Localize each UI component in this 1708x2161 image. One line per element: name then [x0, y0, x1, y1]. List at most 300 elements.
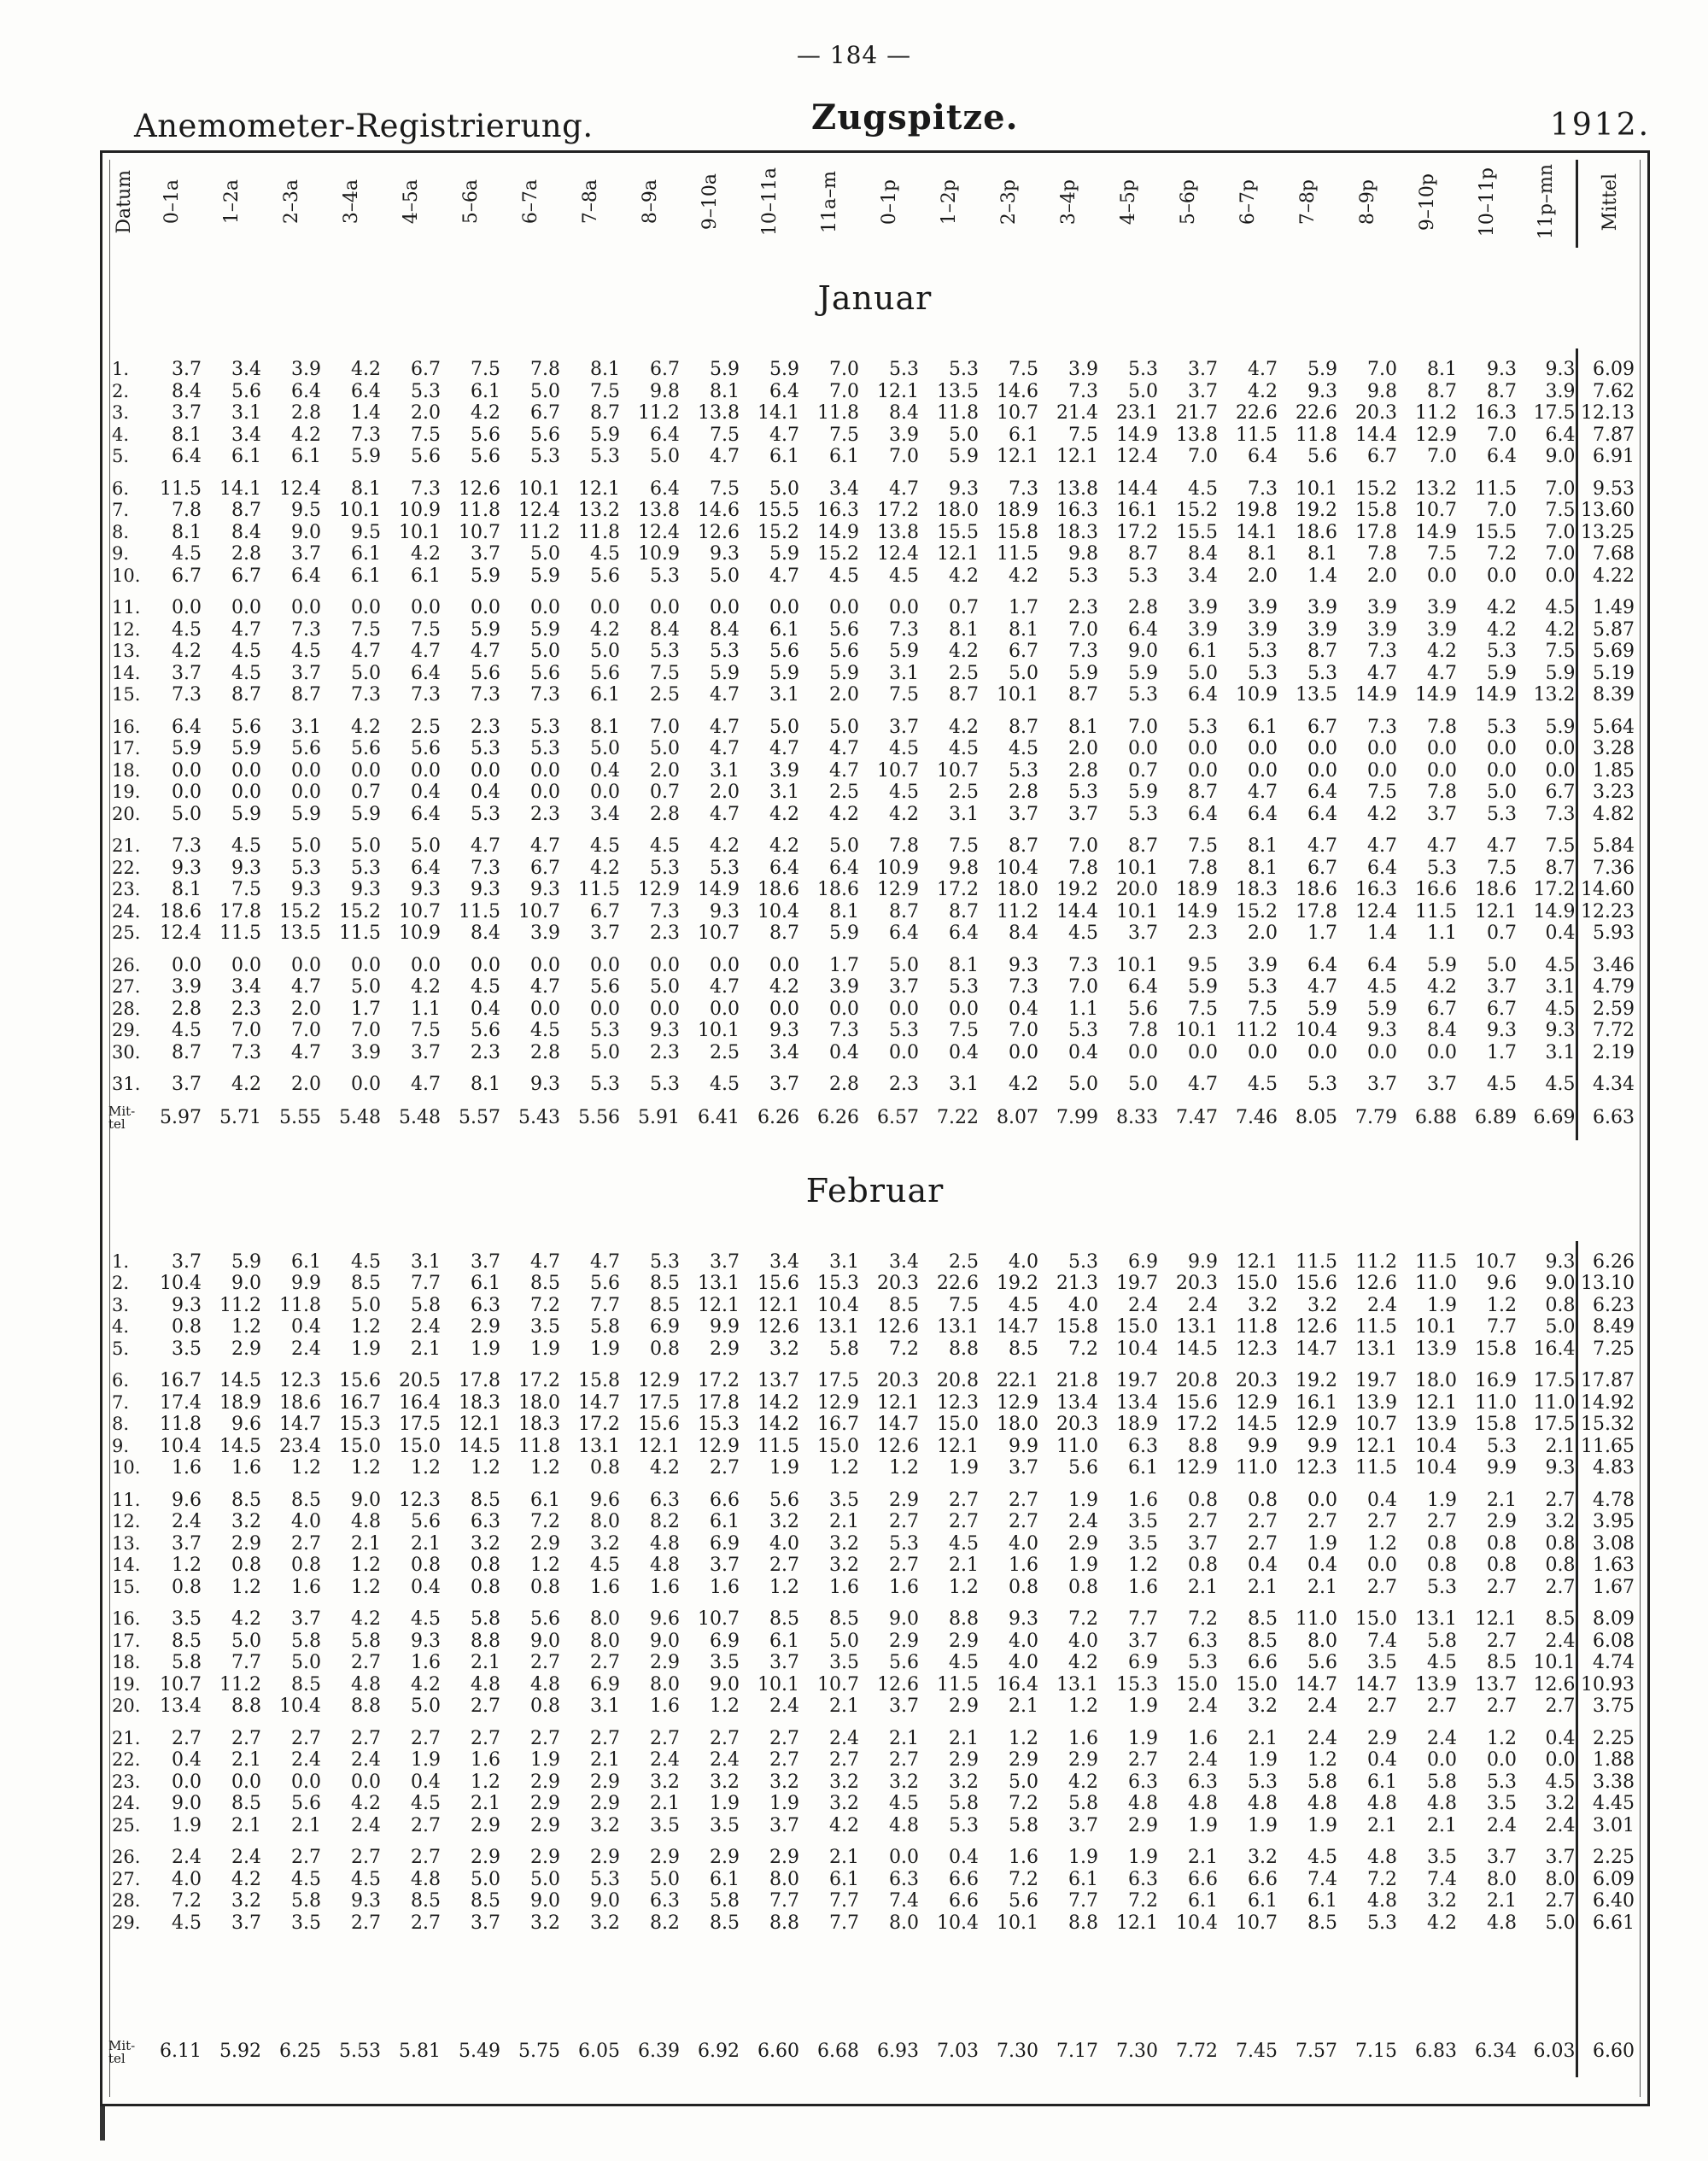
hourly-value-cell: 14.9: [1415, 684, 1457, 706]
hourly-value-cell: 3.5: [172, 1608, 202, 1631]
hourly-value-cell: 3.1: [710, 759, 740, 782]
hourly-mean-cell: 7.30: [1116, 2041, 1158, 2062]
hourly-mean-cell: 5.92: [219, 2041, 261, 2062]
hourly-value-cell: 6.4: [1248, 446, 1278, 468]
daily-mean-cell: 3.95: [1576, 1511, 1643, 1533]
hourly-value-cell: 20.3: [877, 1370, 919, 1392]
hourly-value-cell: 5.6: [411, 446, 441, 468]
hourly-value-cell: 11.8: [1236, 1316, 1278, 1338]
hourly-value-cell: 4.2: [1545, 618, 1576, 641]
hourly-value-cell: 12.1: [1475, 900, 1517, 922]
hourly-value-cell: 2.3: [650, 1041, 680, 1063]
hourly-value-cell: 4.7: [769, 424, 799, 446]
hourly-value-cell: 15.0: [1176, 1673, 1218, 1695]
hourly-value-cell: 2.4: [351, 1749, 381, 1772]
hourly-value-cell: 8.7: [949, 684, 979, 706]
hourly-value-cell: 4.7: [1188, 1074, 1218, 1096]
hourly-value-cell: 16.4: [1533, 1338, 1576, 1360]
hourly-value-cell: 1.6: [172, 1457, 202, 1479]
hourly-value-cell: 17.2: [877, 500, 919, 522]
hourly-value-cell: 0.0: [1427, 759, 1457, 782]
hourly-value-cell: 3.4: [231, 976, 261, 999]
hourly-value-cell: 6.3: [1128, 1868, 1158, 1890]
table-row: [107, 825, 1643, 858]
hourly-value-cell: 4.2: [650, 1457, 680, 1479]
header-instrument-title: Anemometer-Registrierung.: [134, 108, 594, 144]
hourly-value-cell: 10.7: [997, 402, 1038, 425]
hourly-value-cell: 19.2: [1296, 1370, 1337, 1392]
day-cell: 20.: [112, 1695, 141, 1717]
hourly-value-cell: 5.6: [590, 662, 620, 684]
hourly-value-cell: 5.3: [590, 1020, 620, 1042]
hourly-value-cell: 11.8: [160, 1414, 202, 1436]
daily-mean-cell: 8.09: [1576, 1598, 1643, 1631]
hourly-value-cell: 19.7: [1116, 1370, 1158, 1392]
hourly-value-cell: 0.0: [889, 597, 919, 619]
hourly-value-cell: 4.7: [710, 738, 740, 760]
hourly-value-cell: 2.9: [889, 1630, 919, 1652]
hourly-value-cell: 3.7: [291, 1608, 321, 1631]
column-header-hour-label: 1–2p: [938, 179, 960, 225]
hourly-value-cell: 3.7: [172, 359, 202, 381]
hourly-value-cell: 3.9: [1427, 618, 1457, 641]
hourly-value-cell: 2.7: [1367, 1695, 1397, 1718]
hourly-value-cell: 5.3: [530, 738, 560, 760]
hourly-value-cell: 13.9: [1415, 1338, 1457, 1360]
hourly-value-cell: 4.5: [889, 1793, 919, 1815]
hourly-value-cell: 4.0: [1068, 1630, 1098, 1652]
hourly-value-cell: 4.7: [710, 716, 740, 738]
hourly-value-cell: 2.0: [829, 684, 859, 706]
hourly-mean-cell: 7.30: [997, 2041, 1038, 2062]
hourly-value-cell: 0.0: [231, 597, 261, 619]
hourly-value-cell: 10.7: [160, 1673, 202, 1695]
hourly-value-cell: 4.2: [471, 402, 500, 425]
hourly-mean-cell: 6.68: [817, 2041, 859, 2062]
hourly-value-cell: 0.0: [172, 759, 202, 782]
hourly-value-cell: 12.3: [1236, 1338, 1278, 1360]
hourly-value-cell: 0.0: [1427, 738, 1457, 760]
table-row: [107, 1414, 1643, 1436]
hourly-value-cell: 5.6: [291, 1793, 321, 1815]
hourly-value-cell: 7.5: [351, 618, 381, 641]
column-header-hour: [1098, 160, 1158, 248]
day-cell: 5.: [112, 446, 130, 467]
hourly-value-cell: 2.1: [829, 1511, 859, 1533]
hourly-value-cell: 8.0: [1487, 1868, 1517, 1890]
hourly-value-cell: 1.2: [1487, 1727, 1517, 1749]
daily-mean-cell: 14.92: [1576, 1392, 1643, 1414]
daily-mean-cell: 4.83: [1576, 1457, 1643, 1479]
hourly-value-cell: 10.4: [1296, 1020, 1337, 1042]
table-row: [107, 1674, 1643, 1696]
hourly-value-cell: 22.6: [1236, 402, 1278, 425]
hourly-value-cell: 17.2: [937, 879, 979, 901]
hourly-value-cell: 0.0: [411, 954, 441, 976]
hourly-value-cell: 4.2: [949, 716, 979, 738]
hourly-value-cell: 12.6: [877, 1435, 919, 1457]
hourly-value-cell: 5.3: [1248, 662, 1278, 684]
hourly-mean-cell: 7.79: [1355, 1107, 1397, 1128]
hourly-value-cell: 7.3: [351, 684, 381, 706]
day-cell: 2.: [112, 380, 130, 401]
hourly-value-cell: 2.9: [530, 1793, 560, 1815]
hourly-value-cell: 8.4: [1188, 543, 1218, 565]
hourly-value-cell: 10.7: [1355, 1414, 1397, 1436]
table-row: [107, 1577, 1643, 1599]
hourly-value-cell: 2.7: [710, 1457, 740, 1479]
hourly-value-cell: 10.4: [817, 1294, 859, 1316]
hourly-value-cell: 14.9: [817, 521, 859, 543]
hourly-value-cell: 4.2: [351, 716, 381, 738]
hourly-value-cell: 0.7: [949, 597, 979, 619]
hourly-value-cell: 11.5: [1415, 900, 1457, 922]
hourly-value-cell: 4.5: [949, 1652, 979, 1674]
hourly-value-cell: 3.2: [769, 1511, 799, 1533]
hourly-value-cell: 2.9: [530, 1771, 560, 1793]
hourly-value-cell: 4.2: [1487, 597, 1517, 619]
hourly-value-cell: 3.9: [1248, 618, 1278, 641]
table-row: [107, 1251, 1643, 1274]
hourly-value-cell: 22.1: [997, 1370, 1038, 1392]
hourly-value-cell: 7.2: [1068, 1338, 1098, 1360]
hourly-value-cell: 13.8: [698, 402, 740, 425]
hourly-value-cell: 13.4: [160, 1695, 202, 1718]
hourly-value-cell: 1.1: [1068, 998, 1098, 1020]
hourly-value-cell: 4.7: [291, 1041, 321, 1063]
day-cell: 18.: [112, 1652, 141, 1673]
daily-mean-cell: 6.40: [1576, 1890, 1643, 1912]
hourly-value-cell: 9.3: [710, 900, 740, 922]
hourly-value-cell: 1.2: [351, 1555, 381, 1577]
column-header-hour-label: 9–10a: [699, 173, 721, 231]
hourly-value-cell: 2.7: [1427, 1511, 1457, 1533]
hourly-value-cell: 2.5: [949, 782, 979, 804]
hourly-value-cell: 2.7: [1545, 1576, 1576, 1598]
hourly-value-cell: 15.2: [279, 900, 321, 922]
daily-mean-cell: 2.59: [1576, 999, 1643, 1021]
hourly-value-cell: 2.1: [1248, 1727, 1278, 1749]
column-header-hour-label: 9–10p: [1416, 173, 1438, 231]
hourly-value-cell: 5.9: [231, 1250, 261, 1273]
hourly-value-cell: 1.2: [172, 1555, 202, 1577]
hourly-mean-cell: 5.53: [339, 2041, 381, 2062]
hourly-value-cell: 11.5: [1355, 1316, 1397, 1338]
hourly-value-cell: 8.7: [769, 922, 799, 945]
hourly-mean-cell: 6.83: [1415, 2041, 1457, 2062]
hourly-value-cell: 6.4: [1128, 976, 1158, 999]
hourly-value-cell: 1.6: [710, 1576, 740, 1598]
hourly-value-cell: 7.2: [172, 1890, 202, 1912]
column-header-hour-label: 0–1p: [878, 179, 900, 225]
hourly-value-cell: 2.1: [1248, 1576, 1278, 1598]
day-cell: 24.: [112, 1793, 141, 1814]
column-header-hour: [261, 160, 321, 248]
table-row: [107, 1042, 1643, 1064]
daily-mean-cell: 7.68: [1576, 543, 1643, 565]
hourly-value-cell: 2.1: [411, 1338, 441, 1360]
hourly-value-cell: 7.3: [1009, 477, 1038, 500]
hourly-value-cell: 12.4: [877, 543, 919, 565]
day-cell: 26.: [112, 1847, 141, 1868]
hourly-value-cell: 10.7: [937, 759, 979, 782]
hourly-value-cell: 5.0: [530, 641, 560, 663]
column-header-hour: [1397, 160, 1457, 248]
hourly-value-cell: 7.5: [949, 835, 979, 858]
hourly-value-cell: 0.0: [590, 998, 620, 1020]
hourly-value-cell: 0.8: [590, 1457, 620, 1479]
hourly-value-cell: 4.5: [1188, 477, 1218, 500]
hourly-value-cell: 5.9: [1307, 998, 1337, 1020]
hourly-value-cell: 7.0: [1487, 424, 1517, 446]
hourly-value-cell: 8.0: [590, 1511, 620, 1533]
hourly-value-cell: 6.7: [1427, 998, 1457, 1020]
hourly-value-cell: 0.0: [1367, 1041, 1397, 1063]
hourly-value-cell: 10.1: [399, 521, 441, 543]
hourly-value-cell: 8.5: [471, 1489, 500, 1511]
hourly-value-cell: 3.2: [590, 1912, 620, 1934]
hourly-value-cell: 8.7: [231, 500, 261, 522]
hourly-value-cell: 16.1: [1296, 1391, 1337, 1414]
hourly-value-cell: 4.7: [590, 1250, 620, 1273]
hourly-value-cell: 10.4: [160, 1435, 202, 1457]
hourly-value-cell: 8.1: [710, 380, 740, 402]
hourly-value-cell: 2.7: [1545, 1695, 1576, 1718]
hourly-value-cell: 7.3: [1545, 803, 1576, 825]
hourly-value-cell: 8.5: [650, 1273, 680, 1295]
hourly-value-cell: 2.7: [1307, 1511, 1337, 1533]
daily-mean-cell: 14.60: [1576, 879, 1643, 901]
day-cell: 4.: [112, 1316, 130, 1338]
hourly-value-cell: 3.7: [231, 1912, 261, 1934]
hourly-value-cell: 0.0: [231, 954, 261, 976]
hourly-value-cell: 18.0: [937, 500, 979, 522]
hourly-value-cell: 6.1: [291, 446, 321, 468]
hourly-value-cell: 12.1: [937, 1435, 979, 1457]
hourly-value-cell: 5.3: [1487, 803, 1517, 825]
hourly-value-cell: 18.6: [1296, 521, 1337, 543]
hourly-value-cell: 3.2: [949, 1771, 979, 1793]
hourly-value-cell: 3.9: [1068, 359, 1098, 381]
hourly-mean-cell: 5.81: [399, 2041, 441, 2062]
hourly-value-cell: 11.5: [1475, 477, 1517, 500]
hourly-value-cell: 9.6: [650, 1608, 680, 1631]
hourly-value-cell: 8.1: [172, 879, 202, 901]
hourly-value-cell: 5.0: [1009, 662, 1038, 684]
column-header-hour-label: 3–4p: [1057, 179, 1079, 225]
day-cell: 7.: [112, 500, 130, 521]
hourly-value-cell: 13.8: [877, 521, 919, 543]
hourly-mean-cell: 6.69: [1533, 1107, 1576, 1128]
hourly-value-cell: 9.3: [949, 477, 979, 500]
hourly-value-cell: 7.2: [889, 1338, 919, 1360]
hourly-value-cell: 2.0: [1248, 565, 1278, 587]
hourly-value-cell: 2.7: [411, 1847, 441, 1869]
hourly-value-cell: 0.8: [471, 1576, 500, 1598]
hourly-value-cell: 4.7: [1367, 835, 1397, 858]
hourly-value-cell: 1.2: [231, 1316, 261, 1338]
hourly-value-cell: 17.5: [638, 1391, 680, 1414]
hourly-value-cell: 2.9: [471, 1316, 500, 1338]
column-header-datum: [107, 160, 142, 248]
hourly-value-cell: 6.3: [650, 1890, 680, 1912]
hourly-value-cell: 7.5: [1545, 835, 1576, 858]
hourly-value-cell: 7.5: [949, 1294, 979, 1316]
hourly-value-cell: 1.6: [1009, 1847, 1038, 1869]
hourly-value-cell: 11.5: [219, 922, 261, 945]
hourly-value-cell: 6.4: [1367, 857, 1397, 879]
hourly-value-cell: 1.6: [1009, 1555, 1038, 1577]
hourly-value-cell: 9.0: [530, 1890, 560, 1912]
hourly-value-cell: 9.3: [1487, 359, 1517, 381]
day-cell: 2.: [112, 1273, 130, 1294]
hourly-value-cell: 10.7: [1236, 1912, 1278, 1934]
hourly-mean-cell: 5.57: [459, 1107, 500, 1128]
hourly-value-cell: 5.9: [471, 618, 500, 641]
hourly-value-cell: 12.1: [1116, 1912, 1158, 1934]
column-header-hour-label: 0–1a: [161, 179, 183, 225]
hourly-value-cell: 8.7: [1009, 835, 1038, 858]
hourly-mean-cell: 8.07: [997, 1107, 1038, 1128]
hourly-value-cell: 6.7: [1487, 998, 1517, 1020]
hourly-value-cell: 8.7: [231, 684, 261, 706]
hourly-value-cell: 6.4: [769, 857, 799, 879]
hourly-value-cell: 5.0: [829, 835, 859, 858]
hourly-value-cell: 3.7: [1367, 1074, 1397, 1096]
hourly-value-cell: 5.9: [769, 662, 799, 684]
hourly-value-cell: 7.3: [411, 684, 441, 706]
hourly-value-cell: 4.7: [411, 1074, 441, 1096]
hourly-value-cell: 9.3: [1009, 1608, 1038, 1631]
day-cell: 18.: [112, 759, 141, 781]
hourly-mean-cell: 7.22: [937, 1107, 979, 1128]
hourly-value-cell: 9.0: [172, 1793, 202, 1815]
hourly-value-cell: 1.2: [949, 1576, 979, 1598]
hourly-mean-cell: 6.88: [1415, 1107, 1457, 1128]
hourly-value-cell: 12.1: [1415, 1391, 1457, 1414]
hourly-value-cell: 11.0: [1296, 1608, 1337, 1631]
hourly-value-cell: 12.6: [698, 521, 740, 543]
hourly-value-cell: 2.8: [291, 402, 321, 425]
hourly-value-cell: 9.0: [1545, 1273, 1576, 1295]
hourly-value-cell: 5.6: [530, 1608, 560, 1631]
hourly-value-cell: 3.4: [769, 1041, 799, 1063]
hourly-value-cell: 4.8: [1307, 1793, 1337, 1815]
hourly-value-cell: 0.0: [889, 998, 919, 1020]
hourly-value-cell: 4.7: [769, 738, 799, 760]
hourly-value-cell: 9.9: [1248, 1435, 1278, 1457]
hourly-value-cell: 14.2: [757, 1391, 799, 1414]
day-cell: 27.: [112, 1868, 141, 1889]
hourly-value-cell: 14.5: [219, 1370, 261, 1392]
hourly-value-cell: 2.7: [351, 1727, 381, 1749]
hourly-value-cell: 0.8: [1427, 1532, 1457, 1555]
hourly-value-cell: 0.4: [411, 1771, 441, 1793]
hourly-value-cell: 11.5: [578, 879, 620, 901]
hourly-value-cell: 3.5: [710, 1652, 740, 1674]
hourly-value-cell: 13.8: [1176, 424, 1218, 446]
hourly-value-cell: 5.3: [1188, 716, 1218, 738]
hourly-value-cell: 0.0: [1307, 1041, 1337, 1063]
hourly-value-cell: 12.1: [1236, 1250, 1278, 1273]
hourly-value-cell: 2.3: [530, 803, 560, 825]
table-row: [107, 1890, 1643, 1912]
hourly-value-cell: 4.7: [1307, 835, 1337, 858]
hourly-value-cell: 2.1: [829, 1847, 859, 1869]
hourly-value-cell: 2.7: [1188, 1511, 1218, 1533]
hourly-value-cell: 9.3: [1545, 1020, 1576, 1042]
hourly-value-cell: 1.2: [1307, 1749, 1337, 1772]
hourly-value-cell: 7.5: [1545, 641, 1576, 663]
hourly-value-cell: 7.5: [1188, 998, 1218, 1020]
hourly-value-cell: 6.1: [530, 1489, 560, 1511]
hourly-value-cell: 1.9: [1307, 1814, 1337, 1836]
hourly-value-cell: 8.8: [351, 1695, 381, 1718]
hourly-value-cell: 2.7: [231, 1727, 261, 1749]
hourly-value-cell: 2.7: [889, 1511, 919, 1533]
column-header-hour: [321, 160, 381, 248]
hourly-value-cell: 10.7: [698, 1608, 740, 1631]
hourly-value-cell: 21.8: [1056, 1370, 1098, 1392]
hourly-value-cell: 0.0: [769, 954, 799, 976]
hourly-value-cell: 2.4: [1307, 1695, 1337, 1718]
hourly-value-cell: 18.6: [757, 879, 799, 901]
hourly-value-cell: 18.0: [518, 1391, 560, 1414]
hourly-value-cell: 0.0: [172, 1771, 202, 1793]
hourly-value-cell: 12.9: [1415, 424, 1457, 446]
column-header-mittel-label: Mittel: [1600, 173, 1622, 231]
hourly-value-cell: 6.1: [769, 618, 799, 641]
hourly-value-cell: 4.5: [411, 1608, 441, 1631]
hourly-value-cell: 3.2: [1307, 1294, 1337, 1316]
daily-mean-cell: 2.25: [1576, 1718, 1643, 1750]
hourly-value-cell: 10.1: [1533, 1652, 1576, 1674]
hourly-value-cell: 16.7: [817, 1414, 859, 1436]
hourly-value-cell: 12.1: [638, 1435, 680, 1457]
hourly-value-cell: 5.9: [769, 543, 799, 565]
hourly-value-cell: 8.4: [889, 402, 919, 425]
hourly-value-cell: 8.1: [1068, 716, 1098, 738]
hourly-value-cell: 4.5: [471, 976, 500, 999]
hourly-value-cell: 7.5: [1487, 857, 1517, 879]
hourly-value-cell: 8.1: [1009, 618, 1038, 641]
hourly-value-cell: 7.2: [530, 1511, 560, 1533]
day-cell: 28.: [112, 998, 141, 1019]
hourly-value-cell: 0.8: [1545, 1532, 1576, 1555]
hourly-value-cell: 11.5: [757, 1435, 799, 1457]
hourly-value-cell: 4.2: [172, 641, 202, 663]
hourly-value-cell: 0.8: [1545, 1555, 1576, 1577]
hourly-value-cell: 2.4: [1427, 1727, 1457, 1749]
hourly-value-cell: 1.6: [1188, 1727, 1218, 1749]
hourly-value-cell: 6.7: [590, 900, 620, 922]
hourly-value-cell: 16.9: [1475, 1370, 1517, 1392]
hourly-value-cell: 12.6: [1355, 1273, 1397, 1295]
hourly-value-cell: 9.0: [530, 1630, 560, 1652]
hourly-value-cell: 5.0: [530, 380, 560, 402]
hourly-value-cell: 2.4: [1367, 1294, 1397, 1316]
hourly-value-cell: 3.9: [1367, 618, 1397, 641]
hourly-value-cell: 18.6: [1475, 879, 1517, 901]
hourly-value-cell: 17.2: [1176, 1414, 1218, 1436]
hourly-value-cell: 7.3: [1009, 976, 1038, 999]
hourly-value-cell: 9.3: [710, 543, 740, 565]
hourly-value-cell: 4.7: [710, 976, 740, 999]
hourly-value-cell: 10.1: [757, 1673, 799, 1695]
hourly-value-cell: 7.0: [1427, 446, 1457, 468]
hourly-value-cell: 0.8: [530, 1695, 560, 1718]
hourly-value-cell: 6.3: [1128, 1771, 1158, 1793]
